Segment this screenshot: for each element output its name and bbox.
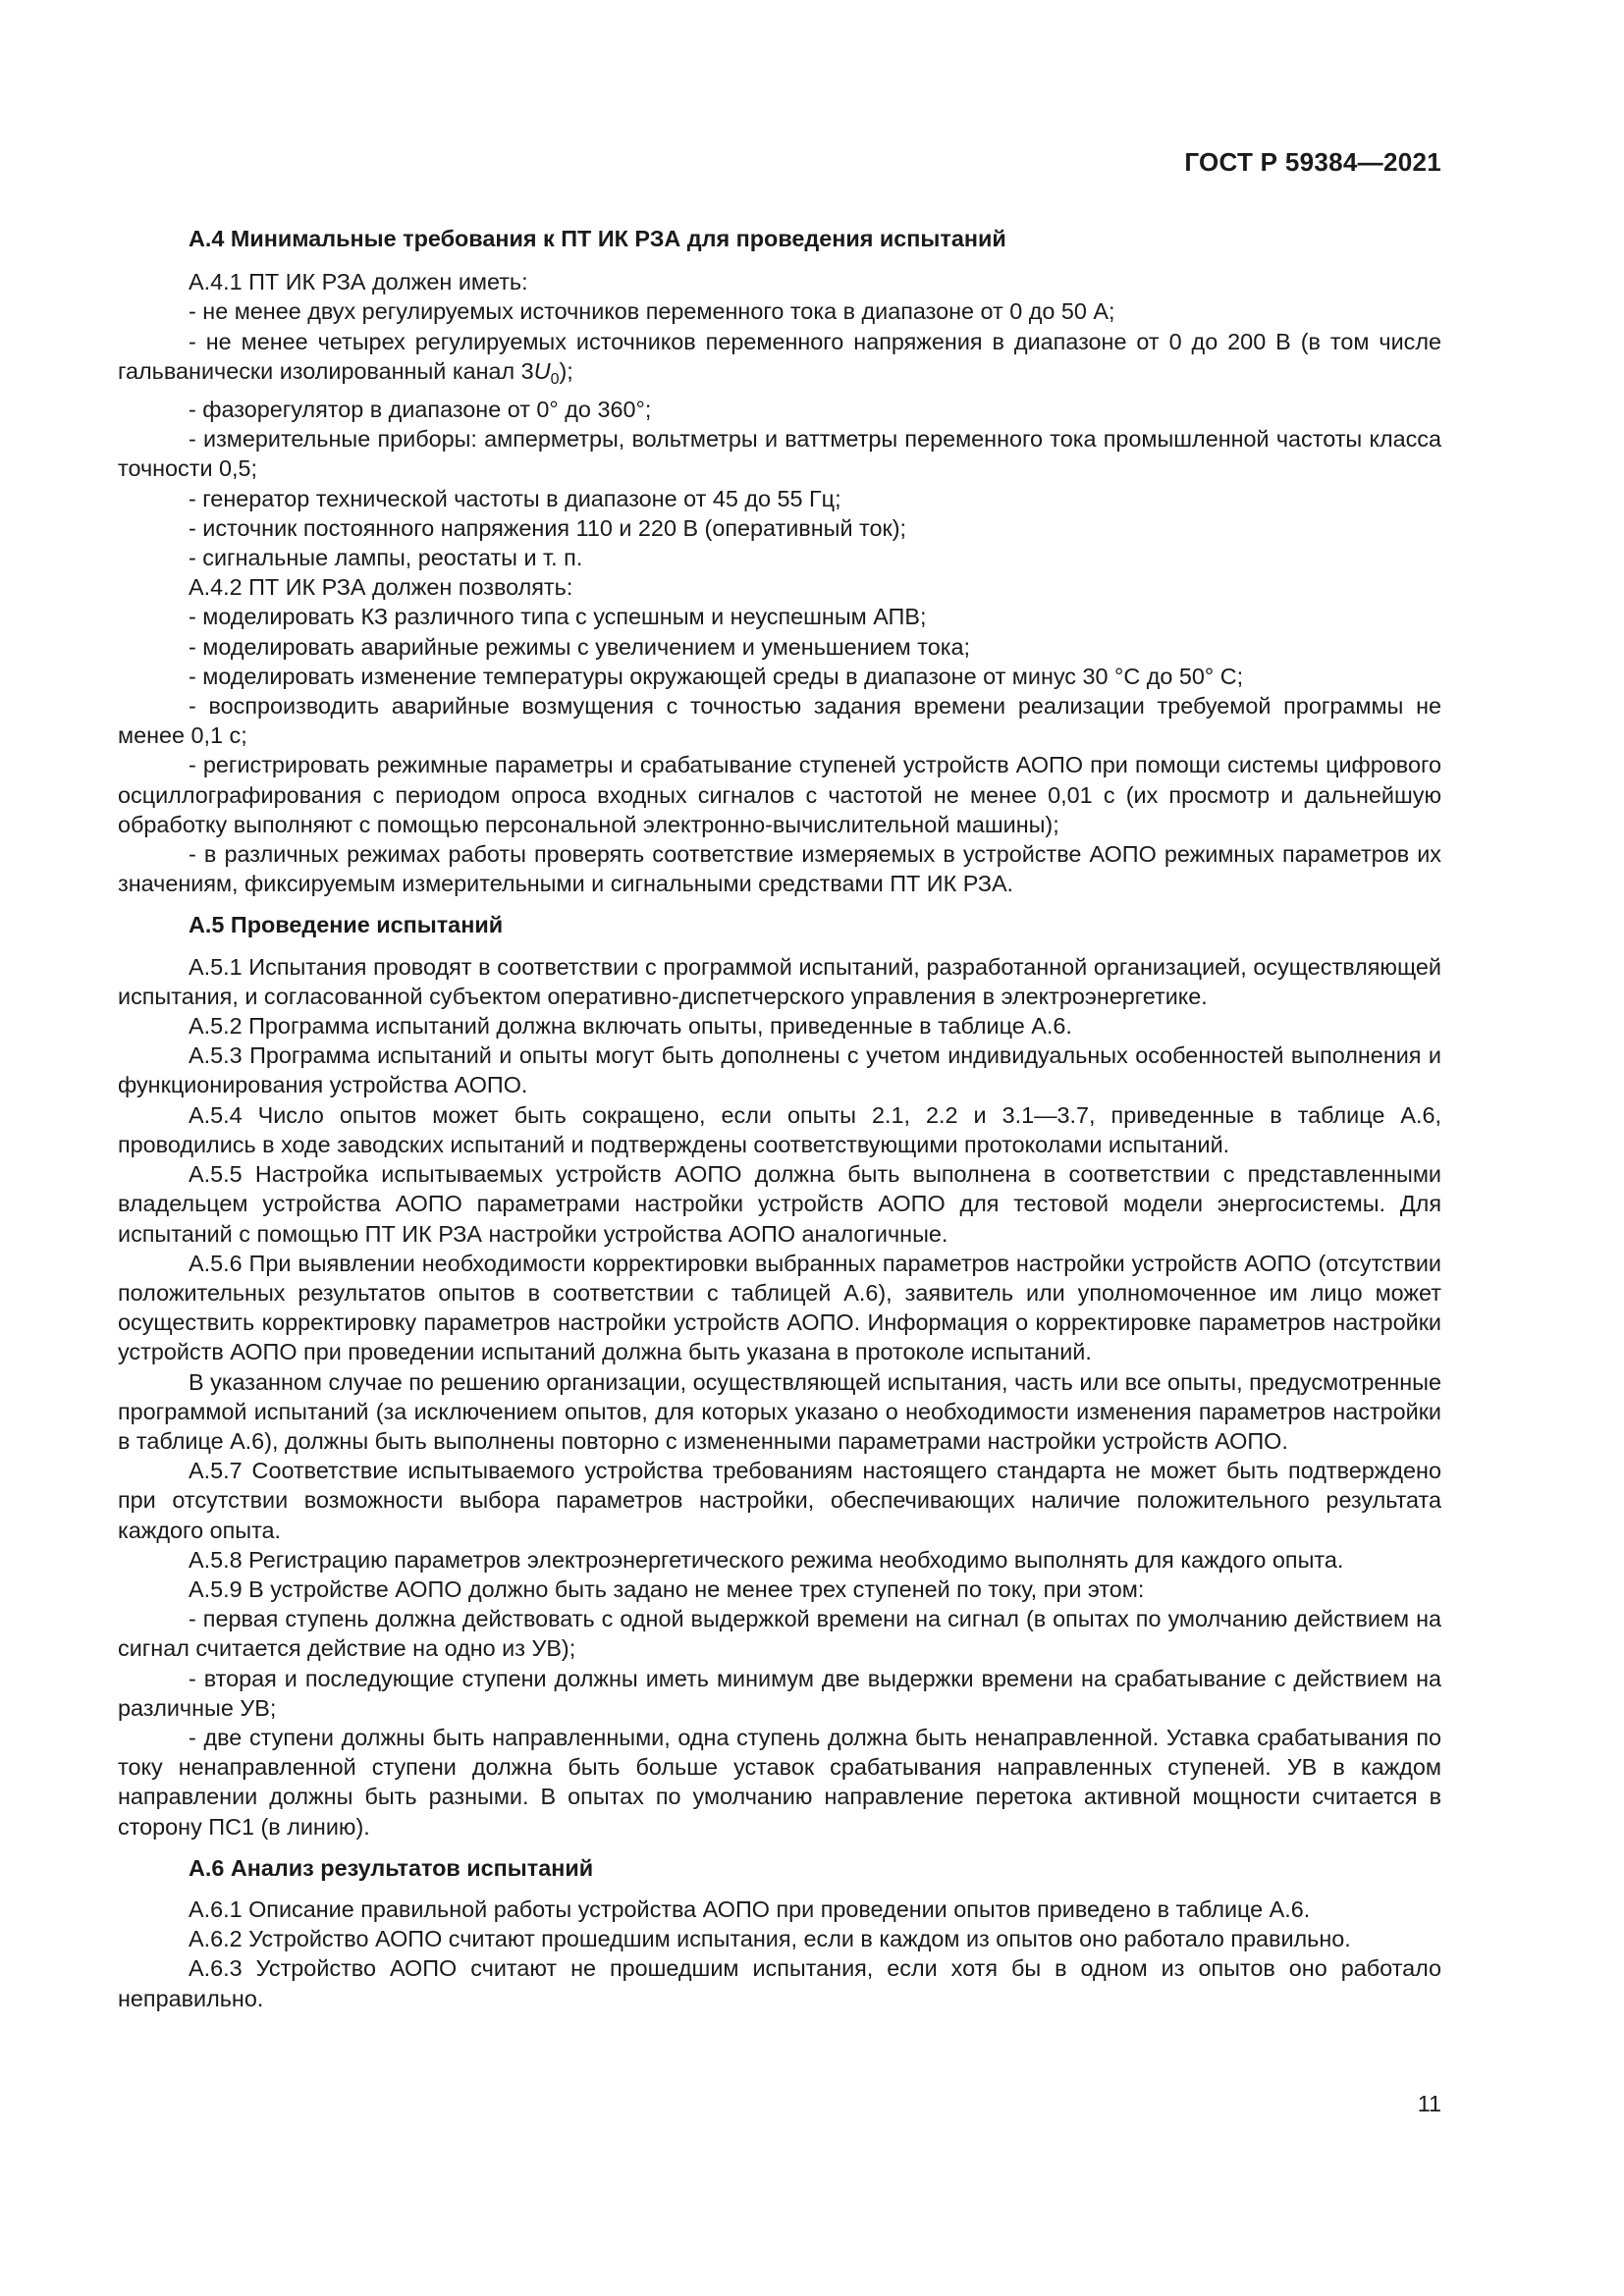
paragraph-a4-2: А.4.2 ПТ ИК РЗА должен позволять: xyxy=(189,574,573,601)
list-item-a4: - не менее двух регулируемых источников переменного тока в диапазоне от 0 до 50 А; xyxy=(189,298,1115,325)
page-number: 11 xyxy=(1417,2091,1441,2116)
document-code-header: ГОСТ Р 59384—2021 xyxy=(1184,147,1441,177)
list-item-a4: - источник постоянного напряжения 110 и 220 В (оперативный ток); xyxy=(189,514,907,541)
section-heading-a5: А.5 Проведение испытаний xyxy=(189,912,504,938)
section-heading-a4: А.4 Минимальные требования к ПТ ИК РЗА для проведения испытаний xyxy=(189,226,1006,251)
paragraph-a4-1: А.4.1 ПТ ИК РЗА должен иметь: xyxy=(189,269,528,295)
paragraph-a5-6: А.5.6 При выявлении необходимости корректировки выбранных параметров настройки устройств АОПО (отсутствии положительных результатов опытов в соответствии с таблицей А.6), заявитель или уполномоченное им лицо может осуществить корректировку параметров настройки устройств АОПО. Информация о корректировке параметров настройки устройств АОПО при проведении испытаний должна быть указана в протоколе испытаний. xyxy=(118,1250,1441,1365)
paragraph-a6-2: А.6.2 Устройство АОПО считают прошедшим испытания, если в каждом из опытов оно работало правильно. xyxy=(189,1926,1351,1952)
list-item-a4: - генератор технической частоты в диапазоне от 45 до 55 Гц; xyxy=(189,485,841,511)
list-item-a4 xyxy=(118,327,1441,395)
paragraph-a5-1: А.5.1 Испытания проводят в соответствии с программой испытаний, разработанной организацией, осуществляющей испытания, и согласованной субъектом оперативно-диспетчерского управления в электроэнергетике. xyxy=(118,953,1441,1009)
paragraph-a5-3: А.5.3 Программа испытаний и опыты могут быть дополнены с учетом индивидуальных особенностей выполнения и функционирования устройства АОПО. xyxy=(118,1042,1441,1098)
paragraph-a5-7: А.5.7 Соответствие испытываемого устройства требованиям настоящего стандарта не может быть подтверждено при отсутствии возможности выбора параметров настройки, обеспечивающих наличие положительного результата каждого опыта. xyxy=(118,1458,1441,1543)
text-run: - не менее четырех регулируемых источников переменного напряжения в диапазоне от 0 до 200 В (в том числе гальванически изолированный канал 3 xyxy=(118,328,1441,384)
paragraph-a5-6-cont: В указанном случае по решению организации, осуществляющей испытания, часть или все опыты, предусмотренные программой испытаний (за исключением опытов, для которых указано о необходимости изменения параметров настройки в таблице А.6), должны быть выполнены повторно с измененными параметрами настройки устройств АОПО. xyxy=(118,1368,1441,1454)
list-item-a4: - регистрировать режимные параметры и срабатывание ступеней устройств АОПО при помощи системы цифрового осциллографирования с периодом опроса входных сигналов с частотой не менее 0,01 с (их просмотр и дальнейшую обработку выполняют с помощью персональной электронно-вычислительной машины); xyxy=(118,752,1441,837)
paragraph-a5-9: А.5.9 В устройстве АОПО должно быть задано не менее трех ступеней по току, при этом: xyxy=(189,1575,1145,1602)
text-run: ); xyxy=(559,357,573,384)
list-item-a4: - измерительные приборы: амперметры, вольтметры и ваттметры переменного тока промышленной частоты класса точности 0,5; xyxy=(118,426,1441,482)
paragraph-a6-3: А.6.3 Устройство АОПО считают не прошедшим испытания, если хотя бы в одном из опытов оно работало неправильно. xyxy=(118,1955,1441,2011)
list-item-a4: - в различных режимах работы проверять соответствие измеряемых в устройстве АОПО режимных параметров их значениям, фиксируемым измерительными и сигнальными средствами ПТ ИК РЗА. xyxy=(118,841,1441,897)
list-item-a4: - сигнальные лампы, реостаты и т. п. xyxy=(189,545,583,571)
paragraph-a5-5: А.5.5 Настройка испытываемых устройств АОПО должна быть выполнена в соответствии с представленными владельцем устройства АОПО параметрами настройки устройств АОПО для тестовой модели энергосистемы. Для испытаний с помощью ПТ ИК РЗА настройки устройства АОПО аналогичные. xyxy=(118,1161,1441,1247)
list-item-a5: - вторая и последующие ступени должны иметь минимум две выдержки времени на срабатывание с действием на различные УВ; xyxy=(118,1665,1441,1721)
math-subscript: 0 xyxy=(550,370,560,388)
list-item-a4: - фазорегулятор в диапазоне от 0° до 360°; xyxy=(189,397,652,423)
list-item-a4: - моделировать КЗ различного типа с успешным и неуспешным АПВ; xyxy=(189,604,927,630)
list-item-a4: - моделировать изменение температуры окружающей среды в диапазоне от минус 30 °С до 50° С; xyxy=(189,663,1244,689)
math-variable: U xyxy=(533,357,551,384)
list-item-a4: - воспроизводить аварийные возмущения с точностью задания времени реализации требуемой программы не менее 0,1 с; xyxy=(118,693,1441,749)
list-item-a5: - первая ступень должна действовать с одной выдержкой времени на сигнал (в опытах по умолчанию действием на сигнал считается действие на одно из УВ); xyxy=(118,1606,1441,1662)
list-item-a4: - моделировать аварийные режимы с увеличением и уменьшением тока; xyxy=(189,633,970,660)
paragraph-a5-4: А.5.4 Число опытов может быть сокращено, если опыты 2.1, 2.2 и 3.1—3.7, приведенные в таблице А.6, проводились в ходе заводских испытаний и подтверждены соответствующими протоколами испытаний. xyxy=(118,1101,1441,1157)
paragraph-a5-8: А.5.8 Регистрацию параметров электроэнергетического режима необходимо выполнять для каждого опыта. xyxy=(189,1546,1344,1573)
list-item-a5: - две ступени должны быть направленными, одна ступень должна быть ненаправленной. Уставка срабатывания по току ненаправленной ступени должна быть больше уставок срабатывания направленных ступеней. УВ в каждом направлении должны быть разными. В опытах по умолчанию направление перетока активной мощности считается в сторону ПС1 (в линию). xyxy=(118,1724,1441,1840)
paragraph-a5-2: А.5.2 Программа испытаний должна включать опыты, приведенные в таблице А.6. xyxy=(189,1013,1072,1040)
section-heading-a6: А.6 Анализ результатов испытаний xyxy=(189,1854,594,1881)
paragraph-a6-1: А.6.1 Описание правильной работы устройства АОПО при проведении опытов приведено в таблице А.6. xyxy=(189,1896,1311,1922)
document-body xyxy=(118,224,1441,2013)
